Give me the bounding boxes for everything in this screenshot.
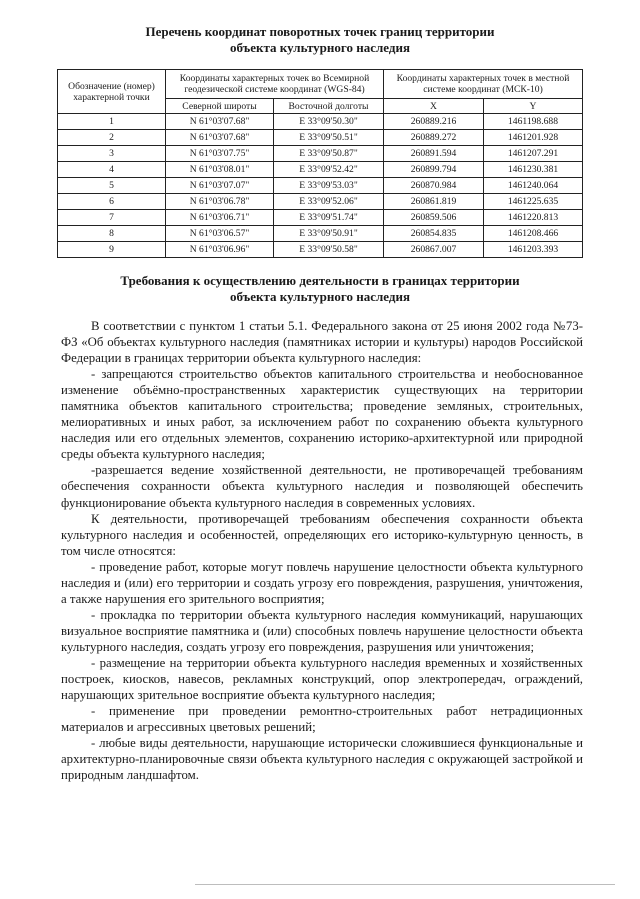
- coordinates-list-title-line2: объекта культурного наследия: [230, 40, 410, 55]
- paragraph-item-materials: - применение при проведении ремонтно-строительных работ нетрадиционных материалов и агрессивных цветовых решений;: [61, 704, 583, 735]
- cell-point-number: 6: [58, 194, 166, 210]
- cell-longitude: E 33°09'50.30": [274, 114, 384, 130]
- cell-latitude: N 61°03'08.01": [166, 162, 274, 178]
- cell-point-number: 3: [58, 146, 166, 162]
- cell-y: 1461203.393: [484, 242, 583, 258]
- cell-latitude: N 61°03'06.57": [166, 226, 274, 242]
- cell-point-number: 7: [58, 210, 166, 226]
- cell-longitude: E 33°09'50.91": [274, 226, 384, 242]
- cell-latitude: N 61°03'07.68": [166, 130, 274, 146]
- coordinates-list-title-line1: Перечень координат поворотных точек границ территории: [145, 24, 495, 39]
- cell-latitude: N 61°03'07.68": [166, 114, 274, 130]
- header-msk10-group: Координаты характерных точек в местной системе координат (МСК-10): [384, 70, 583, 99]
- paragraph-item-communications: - прокладка по территории объекта культурного наследия коммуникаций, нарушающих визуальное восприятие памятника и (или) способных повлечь нарушение целостности объекта культурного наследия, создать угрозу его повреждения, разрушения или уничтожения;: [61, 607, 583, 654]
- cell-x: 260870.984: [384, 178, 484, 194]
- paragraph-item-works: - проведение работ, которые могут повлечь нарушение целостности объекта культурного наследия и (или) его территории и создать угрозу его повреждения, разрушения, уничтожения, а также нарушения его зрительного восприятия;: [61, 559, 583, 606]
- coordinates-table: [57, 69, 583, 258]
- header-x: X: [384, 99, 484, 114]
- requirements-title-line1: Требования к осуществлению деятельности в границах территории: [120, 273, 520, 288]
- table-row: [58, 146, 583, 162]
- cell-longitude: E 33°09'51.74": [274, 210, 384, 226]
- table-row: [58, 210, 583, 226]
- cell-latitude: N 61°03'06.78": [166, 194, 274, 210]
- paragraph-permitted: -разрешается ведение хозяйственной деятельности, не противоречащей требованиям обеспечения сохранности объекта культурного наследия и позволяющей обеспечить функционирование объекта культурного наследия в современных условиях.: [61, 463, 583, 510]
- paragraph-item-any-activities: - любые виды деятельности, нарушающие исторически сложившиеся функциональные и архитектурно-планировочные связи объекта культурного наследия с окружающей застройкой и природным ландшафтом.: [61, 736, 583, 783]
- cell-point-number: 9: [58, 242, 166, 258]
- table-row: [58, 130, 583, 146]
- cell-y: 1461207.291: [484, 146, 583, 162]
- table-row: [58, 114, 583, 130]
- cell-longitude: E 33°09'50.58": [274, 242, 384, 258]
- requirements-title-line2: объекта культурного наследия: [230, 289, 410, 304]
- header-y: Y: [484, 99, 583, 114]
- requirements-body: [61, 318, 583, 783]
- table-row: [58, 194, 583, 210]
- header-longitude: Восточной долготы: [274, 99, 384, 114]
- cell-y: 1461220.813: [484, 210, 583, 226]
- table-row: [58, 178, 583, 194]
- cell-x: 260859.506: [384, 210, 484, 226]
- cell-point-number: 5: [58, 178, 166, 194]
- cell-latitude: N 61°03'06.96": [166, 242, 274, 258]
- footer-divider: [195, 884, 615, 885]
- cell-longitude: E 33°09'53.03": [274, 178, 384, 194]
- requirements-title: [60, 273, 580, 305]
- cell-longitude: E 33°09'50.51": [274, 130, 384, 146]
- header-wgs84-group: Координаты характерных точек во Всемирной геодезической системе координат (WGS-84): [166, 70, 384, 99]
- cell-x: 260861.819: [384, 194, 484, 210]
- cell-point-number: 8: [58, 226, 166, 242]
- cell-x: 260889.216: [384, 114, 484, 130]
- cell-x: 260854.835: [384, 226, 484, 242]
- paragraph-intro: В соответствии с пунктом 1 статьи 5.1. Федерального закона от 25 июня 2002 года №73-ФЗ «Об объектах культурного наследия (памятниках истории и культуры) народов Российской Федерации в границах территории объекта культурного наследия:: [61, 319, 583, 366]
- cell-latitude: N 61°03'07.07": [166, 178, 274, 194]
- cell-y: 1461230.381: [484, 162, 583, 178]
- cell-point-number: 1: [58, 114, 166, 130]
- table-row: [58, 226, 583, 242]
- cell-y: 1461225.635: [484, 194, 583, 210]
- paragraph-contradicting-activities: К деятельности, противоречащей требованиям обеспечения сохранности объекта культурного наследия и особенностей, определяющих его историко-культурную ценность, в том числе относятся:: [61, 511, 583, 558]
- header-point-number: Обозначение (номер) характерной точки: [58, 70, 166, 114]
- table-row: [58, 162, 583, 178]
- table-row: [58, 242, 583, 258]
- cell-y: 1461201.928: [484, 130, 583, 146]
- header-latitude: Северной широты: [166, 99, 274, 114]
- cell-longitude: E 33°09'52.06": [274, 194, 384, 210]
- cell-longitude: E 33°09'50.87": [274, 146, 384, 162]
- cell-y: 1461208.466: [484, 226, 583, 242]
- cell-y: 1461240.064: [484, 178, 583, 194]
- paragraph-item-structures: - размещение на территории объекта культурного наследия временных и хозяйственных построек, киосков, навесов, рекламных конструкций, опор электропередач, ограждений, нарушающих зрительное восприятие объекта культурного наследия;: [61, 655, 583, 703]
- cell-x: 260891.594: [384, 146, 484, 162]
- cell-y: 1461198.688: [484, 114, 583, 130]
- cell-point-number: 2: [58, 130, 166, 146]
- cell-x: 260899.794: [384, 162, 484, 178]
- cell-latitude: N 61°03'07.75": [166, 146, 274, 162]
- cell-x: 260889.272: [384, 130, 484, 146]
- cell-longitude: E 33°09'52.42": [274, 162, 384, 178]
- cell-point-number: 4: [58, 162, 166, 178]
- cell-x: 260867.007: [384, 242, 484, 258]
- cell-latitude: N 61°03'06.71": [166, 210, 274, 226]
- coordinates-list-title: [60, 24, 580, 56]
- paragraph-prohibited: - запрещаются строительство объектов капитального строительства и необоснованное изменение объёмно-пространственных характеристик существующих на территории памятника объектов капитального строительства; проведение земляных, строительных, мелиоративных и иных работ, за исключением работ по сохранению объекта культурного наследия или его отдельных элементов, сохранению историко-архитектурной или природной среды объекта культурного наследия;: [61, 367, 583, 462]
